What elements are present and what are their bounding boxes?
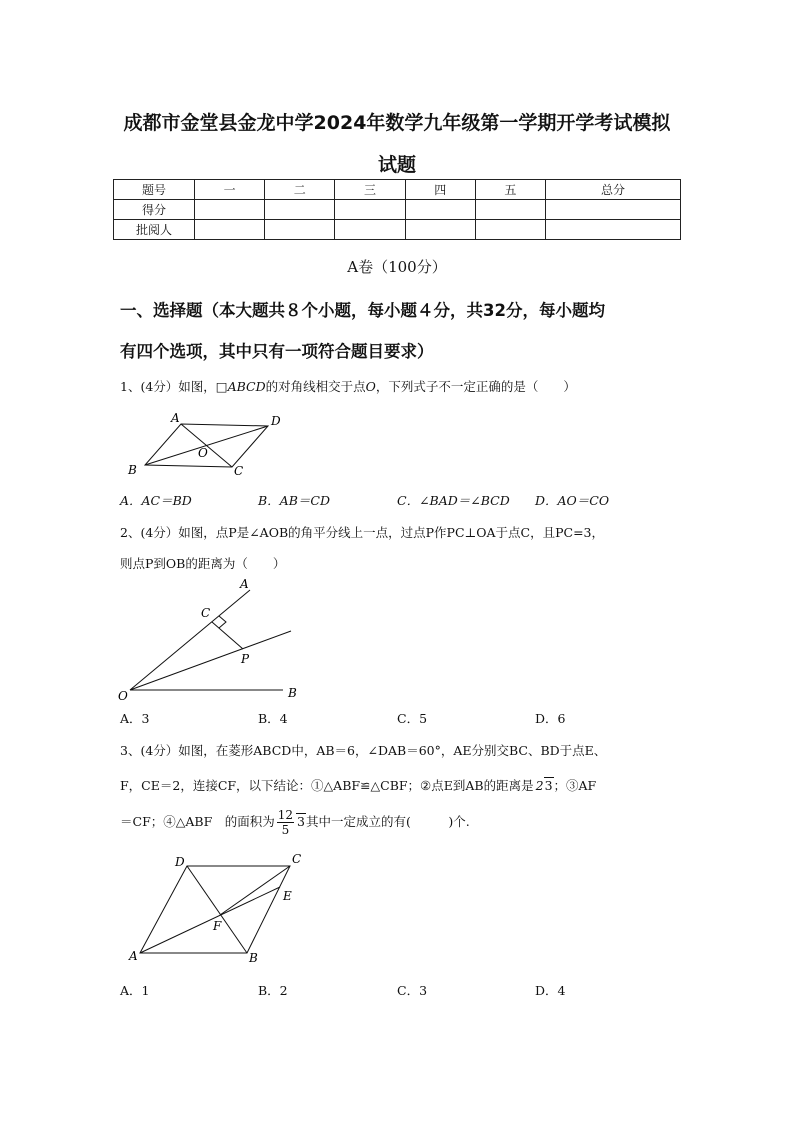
q3-option-a[interactable]: A．1: [120, 983, 150, 998]
q2-label-c: C: [201, 606, 211, 620]
section1-heading-line2: 有四个选项，其中只有一项符合题目要求）: [120, 342, 434, 361]
grader-row-label: 批阅人: [114, 220, 195, 240]
q3-label-b: B: [249, 951, 258, 965]
q1-label-a: A: [171, 411, 180, 425]
q2-label-p: P: [241, 652, 250, 666]
q3-label-e: E: [283, 889, 292, 903]
q3-stem-line1: 3、(4分）如图，在菱形ABCD中，AB＝6，∠DAB＝60°，AE分别交BC、BD于点E、: [120, 743, 607, 758]
q3-rhombus: [140, 866, 290, 953]
q3-fraction-den: 5: [281, 823, 290, 837]
q3-segment-ae: [140, 887, 280, 953]
q1-option-b[interactable]: B．AB＝CD: [258, 493, 330, 508]
q1-shape: □ABCD: [215, 379, 266, 394]
q2-option-b[interactable]: B．4: [258, 711, 288, 726]
q1-label-o: O: [198, 446, 208, 460]
q1-suffix: 的对角线相交于点: [265, 379, 366, 394]
q2-option-c[interactable]: C．5: [397, 711, 428, 726]
q3-option-c[interactable]: C．3: [397, 983, 428, 998]
q1-label-c: C: [234, 464, 244, 478]
q3-line2-text: F，CE＝2，连接CF，以下结论：①△ABF≌△CBF；②点E到AB的距离是: [120, 778, 534, 793]
score-row-label: 得分: [114, 200, 195, 220]
q2-option-d[interactable]: D．6: [535, 711, 566, 726]
q3-label-c: C: [292, 852, 302, 866]
q3-label-d: D: [175, 855, 185, 869]
q3-segment-cf: [220, 866, 290, 915]
q2-stem-line1: 2、(4分）如图，点P是∠AOB的角平分线上一点，过点P作PC⊥OA于点C，且PC=3，: [120, 525, 605, 540]
q3-coef: 2: [535, 778, 544, 793]
q2-label-o: O: [118, 689, 128, 703]
q3-line3-text: ＝CF；④△ABF 的面积为: [120, 814, 275, 829]
q1-end: ，下列式子不一定正确的是（ ）: [375, 379, 576, 394]
volume-a-heading: A卷（100分）: [347, 258, 447, 276]
q3-label-f: F: [213, 919, 222, 933]
score-table-header-cell: 五: [475, 180, 545, 200]
q2-stem-line2: 则点P到OB的距离为（ ）: [120, 556, 286, 571]
q1-label-d: D: [271, 414, 281, 428]
score-table-header-cell: 总分: [546, 180, 681, 200]
section1-heading-line1: 一、选择题（本大题共８个小题，每小题４分，共32分，每小题均: [120, 301, 605, 320]
score-table-header-cell: 题号: [114, 180, 195, 200]
q3-fraction-sqrt: 3: [297, 814, 305, 829]
q3-line3-end: 其中一定成立的有( )个.: [305, 814, 470, 829]
q1-label-b: B: [128, 463, 137, 477]
score-table-header-cell: 三: [335, 180, 405, 200]
q2-label-a: A: [240, 577, 249, 591]
q3-option-b[interactable]: B．2: [258, 983, 288, 998]
q1-option-c[interactable]: C．∠BAD＝∠BCD: [397, 493, 510, 508]
q3-sqrt: 3: [544, 778, 553, 793]
document-title-line2: 试题: [377, 154, 416, 176]
q3-label-a: A: [129, 949, 138, 963]
q1-point: O: [365, 379, 376, 394]
q2-option-a[interactable]: A．3: [120, 711, 150, 726]
q1-option-a[interactable]: A．AC＝BD: [120, 493, 192, 508]
document-title-line1: 成都市金堂县金龙中学2024年数学九年级第一学期开学考试模拟: [123, 112, 671, 134]
q3-diagonal-bd: [187, 866, 247, 953]
score-table-header-cell: 一: [195, 180, 265, 200]
q2-label-b: B: [288, 686, 297, 700]
q3-fraction-num: 12: [277, 808, 294, 822]
score-table-header-cell: 四: [405, 180, 475, 200]
score-table-header-cell: 二: [265, 180, 335, 200]
q1-prefix: 1、(4分）如图，: [120, 379, 216, 394]
q3-line2-end: ；③AF: [553, 778, 597, 793]
q3-option-d[interactable]: D．4: [535, 983, 566, 998]
q1-option-d[interactable]: D．AO＝CO: [535, 493, 610, 508]
